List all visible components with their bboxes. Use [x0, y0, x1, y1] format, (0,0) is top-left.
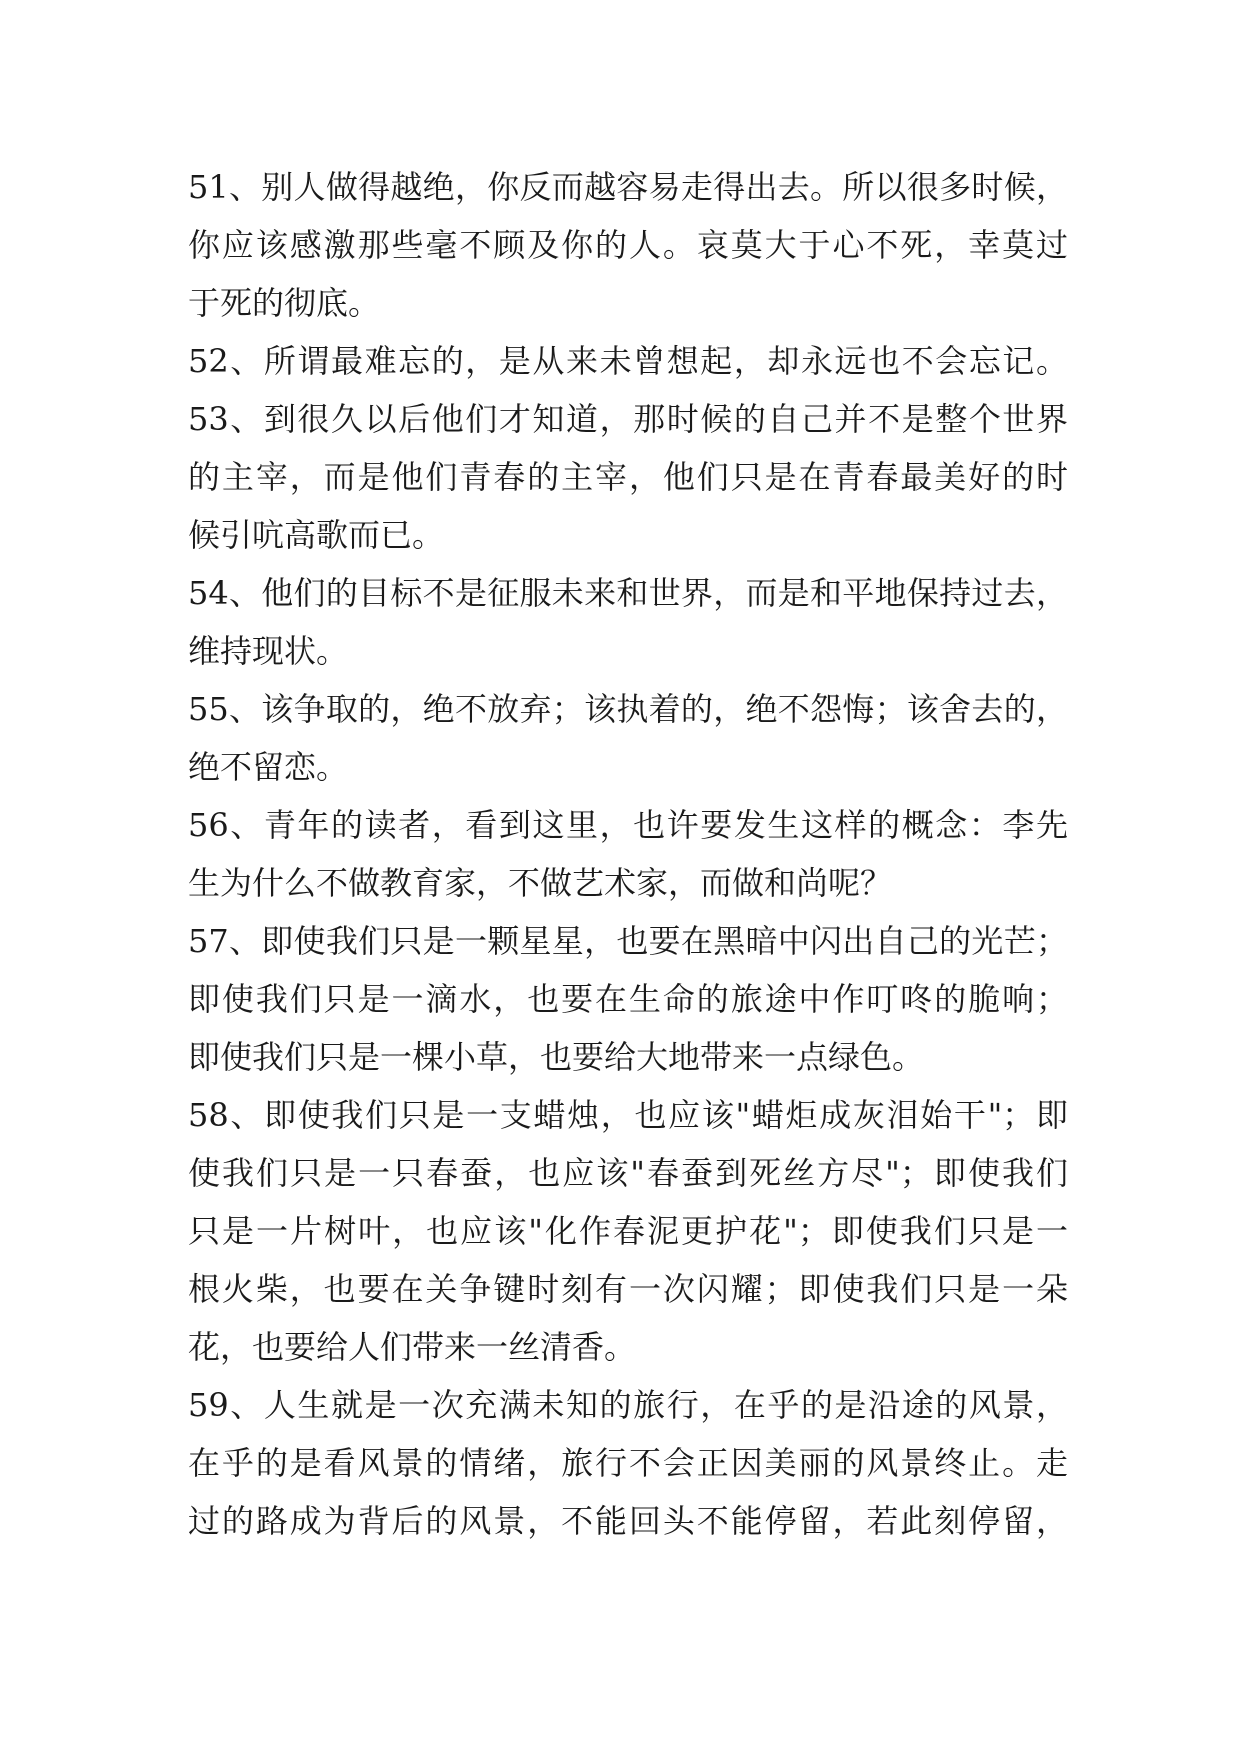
text-line: 生为什么不做教育家，不做艺术家，而做和尚呢？: [188, 864, 893, 902]
text-line: 花，也要给人们带来一丝清香。: [188, 1328, 637, 1366]
text-line: 56、青年的读者，看到这里，也许要发生这样的概念：李先: [188, 806, 1068, 844]
text-line: 你应该感激那些毫不顾及你的人。哀莫大于心不死，幸莫过: [188, 226, 1068, 264]
text-line: 在乎的是看风景的情绪，旅行不会正因美丽的风景终止。走: [188, 1444, 1068, 1482]
text-line: 绝不留恋。: [188, 748, 349, 786]
text-line: 55、该争取的，绝不放弃；该执着的，绝不怨悔；该舍去的，: [188, 690, 1068, 728]
document-body: [188, 158, 1068, 1550]
text-line: 过的路成为背后的风景，不能回头不能停留，若此刻停留，: [188, 1502, 1068, 1540]
text-line: 54、他们的目标不是征服未来和世界，而是和平地保持过去，: [188, 574, 1068, 612]
text-line: 根火柴，也要在关争键时刻有一次闪耀；即使我们只是一朵: [188, 1270, 1068, 1308]
text-line: 即使我们只是一滴水，也要在生命的旅途中作叮咚的脆响；: [188, 980, 1068, 1018]
text-line: 53、到很久以后他们才知道，那时候的自己并不是整个世界: [188, 400, 1068, 438]
text-line: 52、所谓最难忘的，是从来未曾想起，却永远也不会忘记。: [188, 342, 1068, 380]
text-line: 57、即使我们只是一颗星星，也要在黑暗中闪出自己的光芒；: [188, 922, 1068, 960]
text-line: 58、即使我们只是一支蜡烛，也应该"蜡炬成灰泪始干"；即: [188, 1096, 1068, 1134]
text-line: 的主宰，而是他们青春的主宰，他们只是在青春最美好的时: [188, 458, 1068, 496]
text-line: 候引吭高歌而已。: [188, 516, 445, 554]
text-line: 即使我们只是一棵小草，也要给大地带来一点绿色。: [188, 1038, 925, 1076]
text-line: 于死的彻底。: [188, 284, 381, 322]
text-line: 51、别人做得越绝，你反而越容易走得出去。所以很多时候，: [188, 168, 1068, 206]
text-line: 维持现状。: [188, 632, 349, 670]
text-line: 只是一片树叶，也应该"化作春泥更护花"；即使我们只是一: [188, 1212, 1068, 1250]
text-line: 使我们只是一只春蚕，也应该"春蚕到死丝方尽"；即使我们: [188, 1154, 1068, 1192]
text-line: 59、人生就是一次充满未知的旅行，在乎的是沿途的风景，: [188, 1386, 1068, 1424]
